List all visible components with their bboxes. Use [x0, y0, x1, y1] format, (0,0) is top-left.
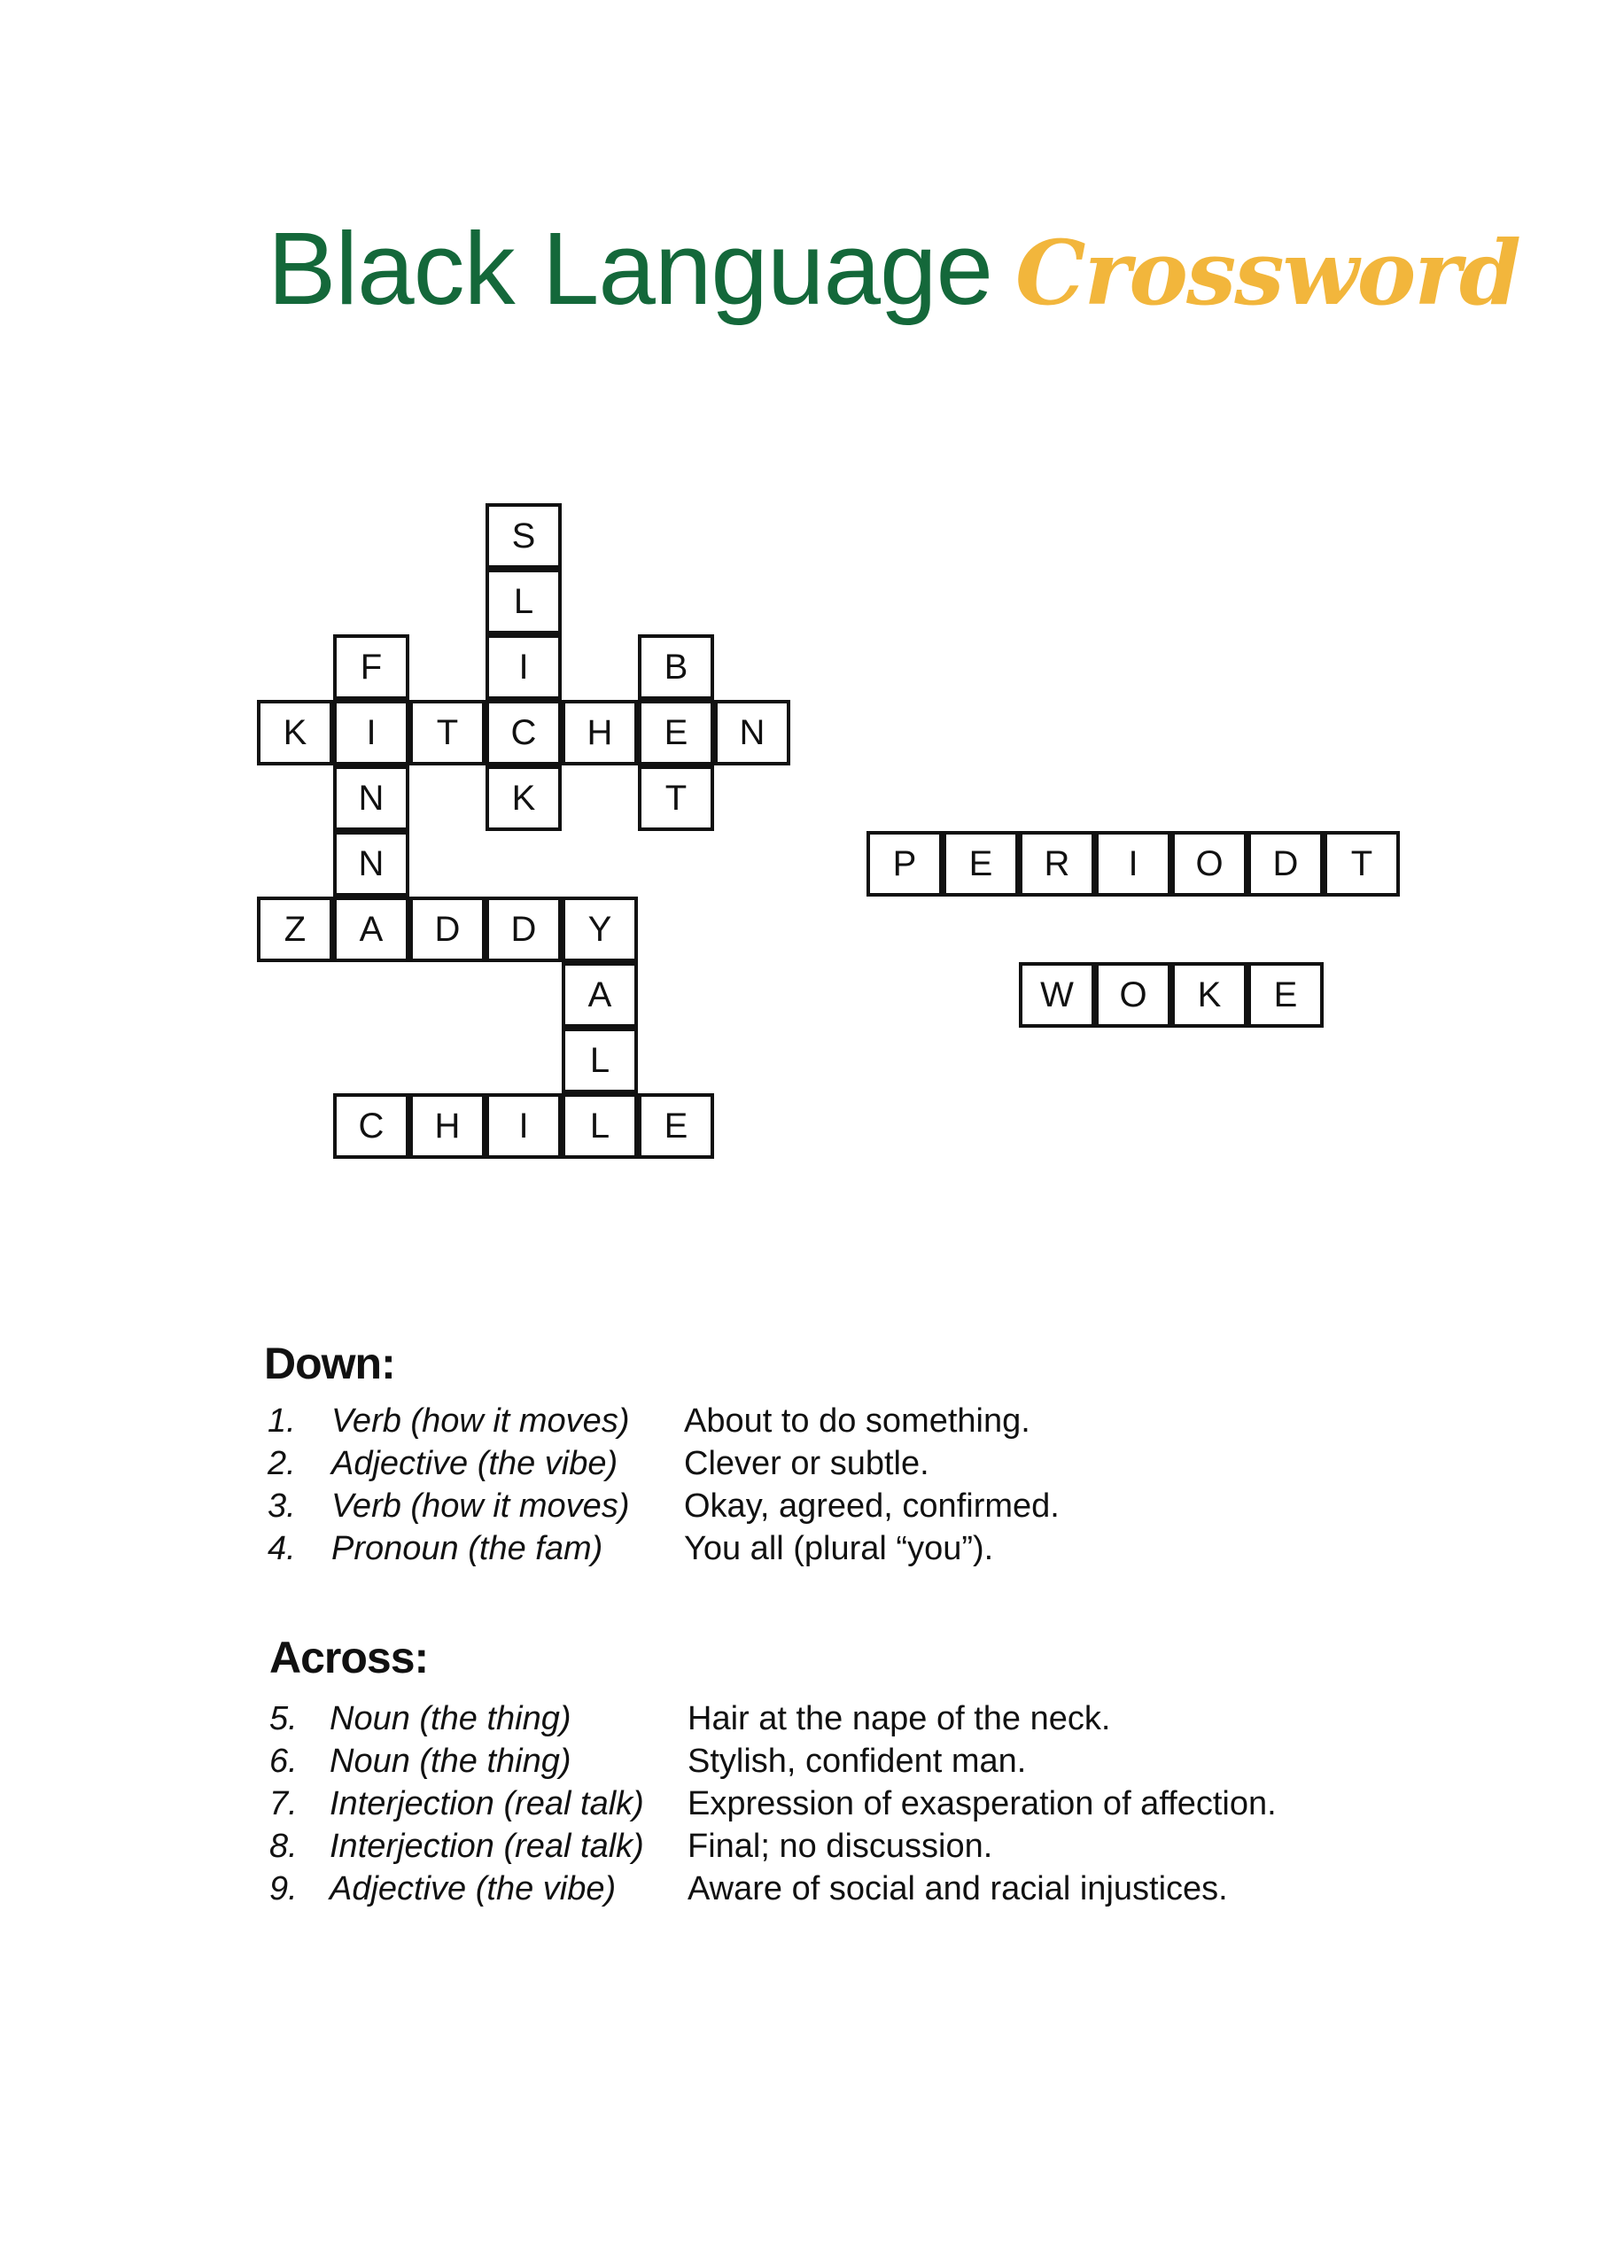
grid-cell: A: [333, 897, 409, 962]
grid-cell: E: [943, 831, 1019, 897]
grid-cell: W: [1019, 962, 1095, 1028]
clue-number: 4.: [268, 1530, 296, 1567]
clue-part-of-speech: Noun (the thing): [330, 1700, 571, 1737]
across-clue: [269, 1740, 1333, 1783]
down-clue: [268, 1442, 1065, 1485]
grid-cell: T: [409, 700, 486, 765]
clue-number: 2.: [268, 1445, 296, 1482]
grid-cell: I: [333, 700, 409, 765]
grid-cell: R: [1019, 831, 1095, 897]
grid-cell: T: [1324, 831, 1400, 897]
clue-part-of-speech: Verb (how it moves): [331, 1402, 630, 1440]
grid-cell: L: [486, 569, 562, 634]
across-clue: [269, 1697, 1333, 1740]
down-clue: [268, 1400, 1065, 1442]
across-clue: [269, 1825, 1333, 1868]
grid-cell: D: [1247, 831, 1324, 897]
across-clue-list: [269, 1697, 1333, 1910]
grid-cell: A: [562, 962, 638, 1028]
across-clue: [269, 1868, 1333, 1910]
clue-part-of-speech: Interjection (real talk): [330, 1828, 644, 1865]
grid-cell: E: [638, 1093, 714, 1159]
down-clue: [268, 1527, 1065, 1570]
grid-cell: K: [486, 765, 562, 831]
grid-cell: O: [1171, 831, 1247, 897]
clue-definition: Clever or subtle.: [684, 1445, 929, 1482]
grid-cell: I: [486, 1093, 562, 1159]
grid-cell: Y: [562, 897, 638, 962]
down-heading: Down:: [264, 1339, 395, 1388]
clue-number: 8.: [269, 1828, 298, 1865]
grid-cell: K: [1171, 962, 1247, 1028]
grid-cell: C: [333, 1093, 409, 1159]
grid-cell: B: [638, 634, 714, 700]
grid-cell: L: [562, 1028, 638, 1093]
clue-part-of-speech: Adjective (the vibe): [331, 1445, 618, 1482]
clue-number: 5.: [269, 1700, 298, 1737]
clue-definition: Final; no discussion.: [688, 1828, 993, 1865]
across-clue: [269, 1783, 1333, 1825]
clue-number: 1.: [268, 1402, 296, 1440]
clue-number: 6.: [269, 1743, 298, 1780]
down-clue: [268, 1485, 1065, 1527]
clue-number: 9.: [269, 1870, 298, 1907]
grid-cell: L: [562, 1093, 638, 1159]
title-main: Black Language: [268, 211, 992, 326]
clue-part-of-speech: Interjection (real talk): [330, 1785, 644, 1822]
grid-cell: C: [486, 700, 562, 765]
grid-cell: T: [638, 765, 714, 831]
grid-cell: E: [638, 700, 714, 765]
grid-cell: P: [866, 831, 943, 897]
clue-number: 3.: [268, 1487, 296, 1525]
grid-cell: O: [1095, 962, 1171, 1028]
grid-cell: Z: [257, 897, 333, 962]
clue-definition: About to do something.: [684, 1402, 1030, 1440]
grid-cell: D: [486, 897, 562, 962]
clue-part-of-speech: Pronoun (the fam): [331, 1530, 603, 1567]
clue-definition: You all (plural “you”).: [684, 1530, 994, 1567]
clue-number: 7.: [269, 1785, 298, 1822]
title-accent: Crossword: [1015, 221, 1519, 325]
grid-cell: D: [409, 897, 486, 962]
grid-cell: N: [333, 831, 409, 897]
clue-part-of-speech: Adjective (the vibe): [330, 1870, 617, 1907]
grid-cell: E: [1247, 962, 1324, 1028]
across-heading: Across:: [269, 1633, 429, 1682]
clue-definition: Expression of exasperation of affection.: [688, 1785, 1277, 1822]
grid-cell: H: [562, 700, 638, 765]
clue-definition: Aware of social and racial injustices.: [688, 1870, 1228, 1907]
grid-cell: K: [257, 700, 333, 765]
clue-definition: Okay, agreed, confirmed.: [684, 1487, 1060, 1525]
grid-cell: N: [333, 765, 409, 831]
clue-part-of-speech: Verb (how it moves): [331, 1487, 630, 1525]
grid-cell: I: [1095, 831, 1171, 897]
grid-cell: S: [486, 503, 562, 569]
clue-definition: Hair at the nape of the neck.: [688, 1700, 1111, 1737]
grid-cell: N: [714, 700, 790, 765]
grid-cell: I: [486, 634, 562, 700]
grid-cell: F: [333, 634, 409, 700]
grid-cell: H: [409, 1093, 486, 1159]
clue-definition: Stylish, confident man.: [688, 1743, 1027, 1780]
down-clue-list: [268, 1400, 1065, 1570]
clue-part-of-speech: Noun (the thing): [330, 1743, 571, 1780]
